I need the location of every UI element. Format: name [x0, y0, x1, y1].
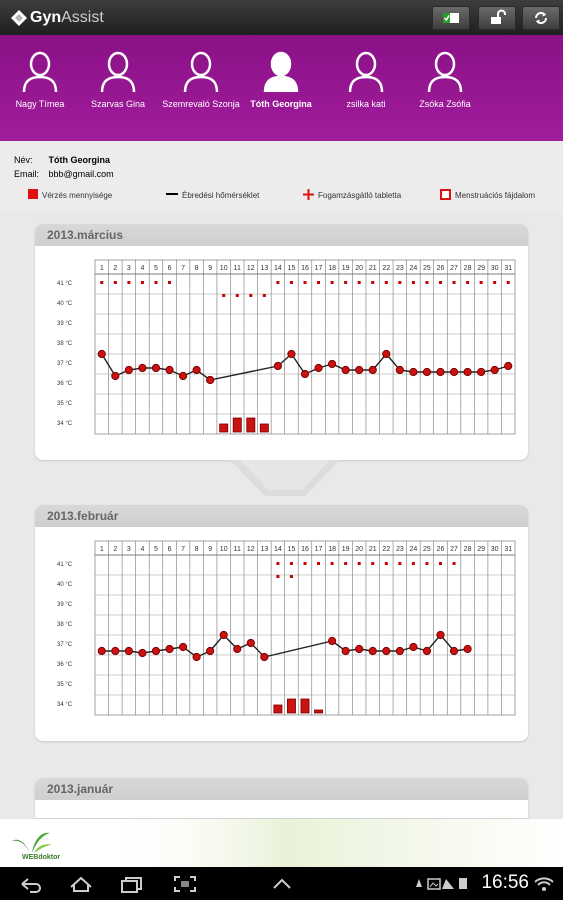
month-title: 2013.február	[35, 505, 528, 527]
chevron-up-icon[interactable]	[270, 875, 294, 893]
user-avatar-icon	[20, 49, 60, 93]
plus-icon	[303, 189, 314, 202]
temp-point	[288, 350, 295, 357]
pill-marker	[371, 281, 374, 284]
user-item[interactable]	[405, 49, 485, 110]
hollow-square-icon	[440, 189, 451, 202]
card-divider-arrow	[230, 460, 340, 496]
day-number: 31	[504, 546, 513, 553]
temp-point	[207, 376, 214, 383]
legend-pill-label: Fogamzásgátló tabletta	[318, 191, 402, 200]
day-number: 20	[355, 546, 364, 553]
day-number: 9	[208, 265, 213, 272]
home-icon[interactable]	[68, 875, 94, 893]
pill-marker	[425, 281, 428, 284]
cycle-chart	[35, 224, 528, 460]
pill-marker	[304, 281, 307, 284]
user-avatar-icon	[261, 49, 301, 93]
email-row	[14, 169, 114, 179]
pill-marker	[371, 562, 374, 565]
user-name: zsilka kati	[346, 99, 386, 109]
pill-marker	[425, 562, 428, 565]
temp-point	[139, 364, 146, 371]
day-number: 4	[140, 265, 145, 272]
day-number: 17	[314, 546, 323, 553]
email-value: bbb@gmail.com	[48, 169, 114, 179]
day-number: 28	[463, 546, 472, 553]
day-number: 13	[260, 546, 269, 553]
temp-label: 40 °C	[57, 582, 73, 588]
pill-marker	[249, 294, 252, 297]
pill-marker	[480, 281, 483, 284]
temp-label: 39 °C	[57, 321, 73, 327]
day-number: 25	[423, 546, 431, 553]
system-nav-bar	[0, 867, 563, 900]
pill-marker	[304, 562, 307, 565]
pill-marker	[453, 281, 456, 284]
day-number: 20	[355, 265, 364, 272]
temp-point	[410, 643, 417, 650]
temp-label: 38 °C	[57, 622, 73, 628]
day-number: 6	[167, 546, 172, 553]
name-value: Tóth Georgina	[48, 155, 111, 165]
user-item[interactable]	[241, 49, 321, 110]
day-number: 11	[233, 265, 241, 272]
temp-label: 40 °C	[57, 301, 73, 307]
day-number: 24	[409, 265, 418, 272]
bleeding-bar	[314, 710, 322, 713]
temp-point	[464, 645, 471, 652]
pill-marker	[398, 562, 401, 565]
refresh-icon	[523, 7, 559, 29]
temp-point	[112, 372, 119, 379]
month-card-february	[35, 505, 528, 741]
day-number: 5	[154, 265, 158, 272]
day-number: 30	[490, 546, 499, 553]
temp-point	[98, 350, 105, 357]
pill-marker	[412, 281, 415, 284]
temp-point	[356, 645, 363, 652]
pill-marker	[493, 281, 496, 284]
temp-point	[98, 647, 105, 654]
temp-point	[193, 653, 200, 660]
temp-point	[166, 366, 173, 373]
legend-bleeding-label: Vérzés mennyisége	[42, 190, 113, 200]
temp-point	[450, 647, 457, 654]
day-number: 23	[395, 265, 404, 272]
pill-marker	[453, 562, 456, 565]
day-number: 12	[246, 265, 255, 272]
flag-icon	[433, 7, 469, 29]
pill-marker	[439, 281, 442, 284]
day-number: 1	[99, 265, 104, 272]
day-number: 26	[436, 265, 445, 272]
temp-point	[464, 368, 471, 375]
day-number: 22	[382, 265, 391, 272]
pill-marker	[358, 281, 361, 284]
day-number: 31	[504, 265, 513, 272]
temp-label: 36 °C	[57, 381, 73, 387]
pill-marker	[114, 281, 117, 284]
svg-text:WEBdoktor: WEBdoktor	[22, 854, 61, 861]
day-number: 23	[395, 546, 404, 553]
user-avatar-icon	[98, 49, 138, 93]
back-icon[interactable]	[18, 875, 42, 893]
temp-line-icon	[166, 189, 178, 201]
temp-point	[369, 366, 376, 373]
pill-marker	[344, 562, 347, 565]
legend-pain-label: Menstruációs fájdalom	[455, 191, 536, 200]
day-number: 19	[341, 265, 350, 272]
pill-marker	[331, 562, 334, 565]
temp-point	[166, 645, 173, 652]
temp-point	[369, 647, 376, 654]
user-item[interactable]	[326, 49, 406, 110]
temp-point	[125, 366, 132, 373]
temp-point	[301, 370, 308, 377]
day-number: 17	[314, 265, 323, 272]
temp-point	[152, 364, 159, 371]
temp-point	[274, 362, 281, 369]
pill-marker	[290, 281, 293, 284]
logo-text-bold: Gyn	[30, 9, 62, 26]
day-number: 27	[450, 546, 458, 553]
temp-label: 34 °C	[57, 702, 73, 708]
pill-marker	[507, 281, 510, 284]
day-number: 14	[274, 546, 282, 553]
temp-point	[112, 647, 119, 654]
day-number: 29	[477, 546, 486, 553]
temp-label: 37 °C	[57, 361, 73, 367]
month-card-january	[35, 778, 528, 818]
email-label: Email:	[14, 169, 40, 179]
day-number: 15	[287, 546, 296, 553]
legend-pain	[440, 189, 535, 202]
user-name: Nagy Tímea	[15, 99, 65, 109]
pill-marker	[276, 575, 279, 578]
cycle-chart	[35, 505, 528, 741]
ad-banner-gradient	[0, 819, 563, 867]
app-logo	[10, 7, 104, 29]
day-number: 29	[477, 265, 486, 272]
temp-point	[234, 645, 241, 652]
recent-apps-icon[interactable]	[119, 875, 145, 893]
day-number: 19	[341, 546, 350, 553]
temp-point	[179, 643, 186, 650]
bleeding-bar	[247, 418, 255, 432]
day-number: 10	[219, 546, 228, 553]
clock: 16:56	[481, 872, 529, 893]
temp-point	[261, 653, 268, 660]
name-label: Név:	[14, 155, 33, 165]
month-card-march	[35, 224, 528, 460]
pill-marker	[317, 281, 320, 284]
user-name: Zsóka Zsófia	[419, 99, 471, 109]
temp-label: 41 °C	[57, 281, 73, 287]
temp-point	[247, 639, 254, 646]
temp-point	[207, 647, 214, 654]
flag-button[interactable]	[432, 6, 470, 30]
temp-label: 34 °C	[57, 421, 73, 427]
user-item[interactable]	[161, 49, 241, 110]
day-number: 28	[463, 265, 472, 272]
pill-marker	[100, 281, 103, 284]
day-number: 9	[208, 546, 213, 553]
temp-label: 41 °C	[57, 562, 73, 568]
day-number: 12	[246, 546, 255, 553]
temp-point	[342, 647, 349, 654]
pill-marker	[236, 294, 239, 297]
bleeding-bar	[233, 418, 241, 432]
temp-point	[423, 368, 430, 375]
temp-point	[437, 631, 444, 638]
pill-marker	[276, 562, 279, 565]
temp-point	[328, 637, 335, 644]
temp-label: 35 °C	[57, 682, 73, 688]
pill-marker	[290, 562, 293, 565]
bleeding-bar	[287, 699, 295, 713]
month-title: 2013.január	[35, 778, 528, 800]
ad-banner[interactable]	[0, 819, 563, 867]
day-number: 27	[450, 265, 458, 272]
temp-label: 35 °C	[57, 401, 73, 407]
temp-point	[450, 368, 457, 375]
pill-marker	[385, 281, 388, 284]
user-item[interactable]	[0, 49, 80, 110]
temp-point	[179, 372, 186, 379]
day-number: 15	[287, 265, 296, 272]
pill-marker	[412, 562, 415, 565]
temp-point	[478, 368, 485, 375]
day-number: 2	[113, 265, 118, 272]
temp-point	[491, 366, 498, 373]
user-name: Tóth Georgina	[250, 99, 312, 109]
day-number: 30	[490, 265, 499, 272]
day-number: 3	[126, 546, 131, 553]
day-number: 1	[99, 546, 104, 553]
wifi-icon	[532, 875, 558, 893]
pill-marker	[331, 281, 334, 284]
day-number: 2	[113, 546, 118, 553]
bleeding-square-icon	[28, 189, 38, 201]
user-avatar-icon	[425, 49, 465, 93]
temp-point	[396, 647, 403, 654]
pill-marker	[154, 281, 157, 284]
legend-pill	[303, 189, 401, 202]
status-icons	[414, 875, 472, 893]
day-number: 26	[436, 546, 445, 553]
unlock-button[interactable]	[478, 6, 516, 30]
temp-point	[383, 350, 390, 357]
day-number: 8	[194, 265, 199, 272]
day-number: 8	[194, 546, 199, 553]
temp-point	[328, 360, 335, 367]
pill-marker	[358, 562, 361, 565]
user-selector-strip	[0, 35, 563, 141]
refresh-button[interactable]	[522, 6, 560, 30]
pill-marker	[168, 281, 171, 284]
temp-point	[152, 647, 159, 654]
temp-point	[437, 368, 444, 375]
pill-marker	[263, 294, 266, 297]
bleeding-bar	[301, 699, 309, 713]
legend-bleeding	[28, 189, 112, 201]
temp-label: 37 °C	[57, 642, 73, 648]
bleeding-bar	[220, 424, 228, 432]
day-number: 22	[382, 546, 391, 553]
day-number: 24	[409, 546, 418, 553]
temp-label: 39 °C	[57, 602, 73, 608]
user-avatar-icon	[181, 49, 221, 93]
logo-diamond-icon	[10, 9, 28, 27]
day-number: 7	[181, 546, 186, 553]
pill-marker	[127, 281, 130, 284]
temp-point	[139, 649, 146, 656]
temp-point	[342, 366, 349, 373]
day-number: 3	[126, 265, 131, 272]
day-number: 10	[219, 265, 228, 272]
pill-marker	[398, 281, 401, 284]
pill-marker	[276, 281, 279, 284]
temp-point	[356, 366, 363, 373]
legend-temp	[166, 189, 259, 201]
pill-marker	[385, 562, 388, 565]
temp-point	[125, 647, 132, 654]
day-number: 5	[154, 546, 158, 553]
temp-label: 36 °C	[57, 662, 73, 668]
day-number: 21	[368, 265, 377, 272]
user-avatar-icon	[346, 49, 386, 93]
day-number: 21	[368, 546, 377, 553]
top-action-bar	[0, 0, 563, 35]
day-number: 18	[328, 265, 336, 272]
pill-marker	[317, 562, 320, 565]
day-number: 13	[260, 265, 269, 272]
unlock-icon	[479, 7, 515, 29]
day-number: 7	[181, 265, 186, 272]
temp-point	[505, 362, 512, 369]
screenshot-icon[interactable]	[172, 875, 198, 893]
month-title: 2013.március	[35, 224, 528, 246]
day-number: 14	[274, 265, 282, 272]
user-item[interactable]	[78, 49, 158, 110]
bleeding-bar	[260, 424, 268, 432]
pill-marker	[344, 281, 347, 284]
day-number: 6	[167, 265, 172, 272]
user-name: Szemrevaló Szonja	[162, 99, 240, 109]
pill-marker	[141, 281, 144, 284]
logo-text-light: Assist	[61, 9, 104, 26]
pill-marker	[290, 575, 293, 578]
day-number: 18	[328, 546, 336, 553]
user-name: Szarvas Gina	[90, 99, 146, 109]
pill-marker	[222, 294, 225, 297]
temp-label: 38 °C	[57, 341, 73, 347]
temp-point	[193, 366, 200, 373]
temp-point	[423, 647, 430, 654]
day-number: 25	[423, 265, 431, 272]
day-number: 16	[301, 546, 309, 553]
temp-point	[410, 368, 417, 375]
temp-point	[396, 366, 403, 373]
name-row	[14, 155, 110, 165]
temp-point	[315, 364, 322, 371]
temp-point	[220, 631, 227, 638]
day-number: 11	[233, 546, 241, 553]
bleeding-bar	[274, 705, 282, 713]
day-number: 4	[140, 546, 145, 553]
pill-marker	[466, 281, 469, 284]
day-number: 16	[301, 265, 309, 272]
pill-marker	[439, 562, 442, 565]
legend-temp-label: Ébredési hőmérséklet	[182, 190, 260, 200]
temp-point	[383, 647, 390, 654]
